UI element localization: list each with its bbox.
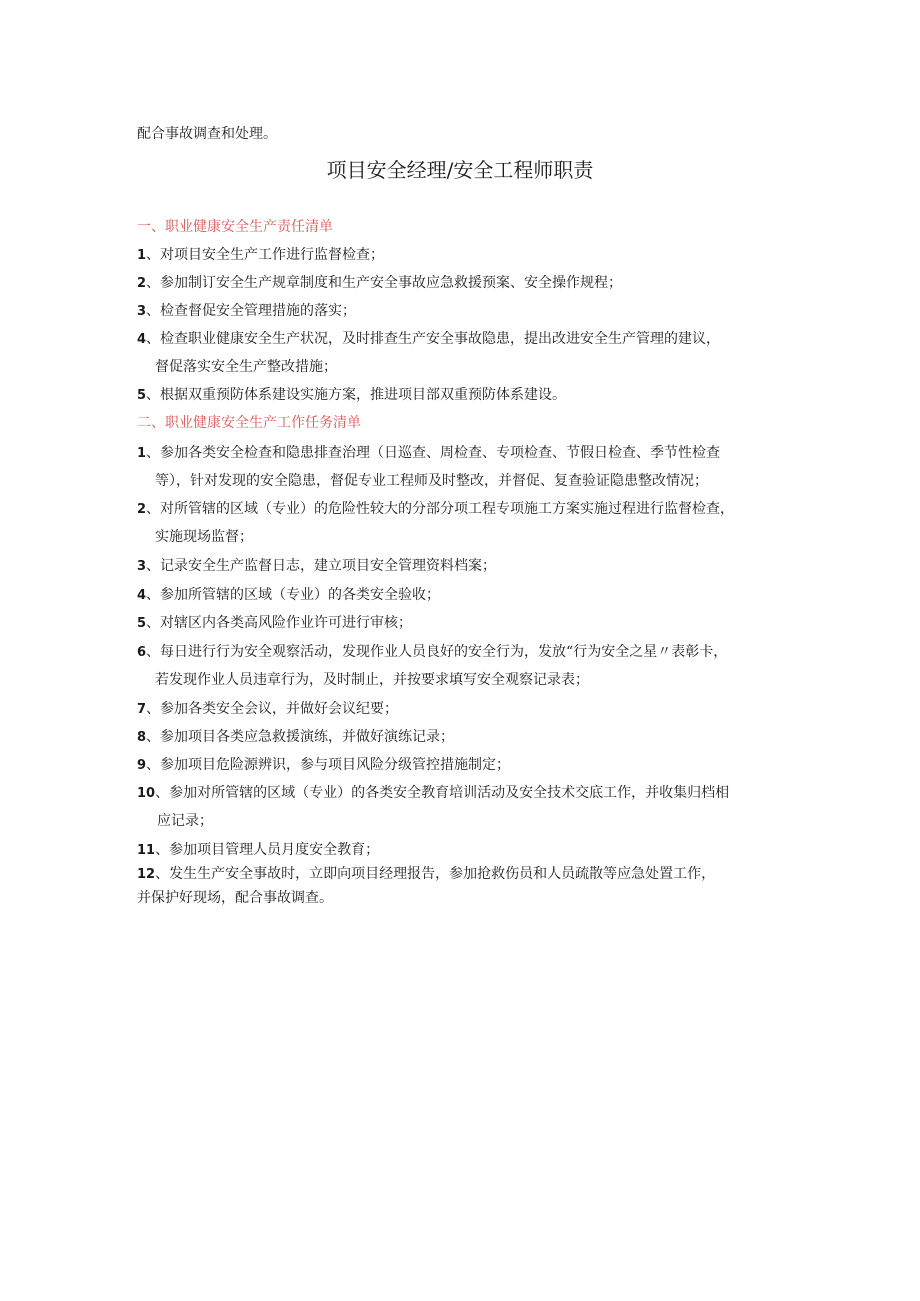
item-text: 、记录安全生产监督日志，建立项目安全管理资料档案； bbox=[146, 558, 497, 574]
section-heading-tasks: 二、职业健康安全生产工作任务清单 bbox=[137, 415, 361, 431]
item-text-continued: 等），针对发现的安全隐患，督促专业工程师及时整改，并督促、复查验证隐患整改情况； bbox=[155, 473, 708, 489]
list-item bbox=[137, 642, 727, 663]
item-text: 、发生生产安全事故时，立即向项目经理报告，参加抢救伤员和人员疏散等应急处置工作， bbox=[155, 866, 716, 882]
item-number: 5 bbox=[137, 616, 147, 631]
item-text-continued: 应记录； bbox=[157, 813, 213, 829]
item-number: 4 bbox=[137, 588, 147, 603]
list-item bbox=[137, 499, 734, 520]
list-item bbox=[137, 613, 412, 634]
list-item bbox=[137, 443, 720, 464]
item-text-continued: 督促落实安全生产整改措施； bbox=[155, 359, 337, 375]
item-text-continued: 若发现作业人员违章行为，及时制止，并按要求填写安全观察记录表； bbox=[155, 672, 589, 688]
item-number: 4 bbox=[137, 332, 147, 347]
item-number: 3 bbox=[137, 304, 147, 319]
continuation-text: 配合事故调查和处理。 bbox=[137, 126, 277, 142]
list-item bbox=[137, 273, 622, 294]
list-item bbox=[137, 245, 384, 266]
item-text: 、参加项目管理人员月度安全教育； bbox=[155, 842, 380, 858]
item-number: 11 bbox=[137, 843, 156, 858]
item-number: 9 bbox=[137, 758, 147, 773]
item-number: 1 bbox=[137, 248, 147, 263]
item-text: 、检查督促安全管理措施的落实； bbox=[146, 303, 357, 319]
item-number: 2 bbox=[137, 276, 147, 291]
item-number: 8 bbox=[137, 730, 147, 745]
item-text-continued: 实施现场监督； bbox=[155, 529, 253, 545]
list-item bbox=[137, 840, 379, 861]
item-number: 3 bbox=[137, 559, 147, 574]
item-text: 、每日进行行为安全观察活动，发现作业人员良好的安全行为，发放“行为安全之星〃表彰卡， bbox=[146, 644, 728, 660]
list-item bbox=[137, 301, 356, 322]
list-item bbox=[137, 556, 496, 577]
list-item bbox=[137, 755, 510, 776]
item-text: 、对项目安全生产工作进行监督检查； bbox=[146, 247, 385, 263]
item-text: 、参加项目各类应急救援演练，并做好演练记录； bbox=[146, 729, 455, 745]
section-heading-responsibilities: 一、职业健康安全生产责任清单 bbox=[137, 219, 333, 235]
item-text: 、参加对所管辖的区域（专业）的各类安全教育培训活动及安全技术交底工作，并收集归档相 bbox=[155, 785, 730, 801]
item-number: 12 bbox=[137, 867, 156, 882]
item-text: 、对所管辖的区域（专业）的危险性较大的分部分项工程专项施工方案实施过程进行监督检查， bbox=[146, 501, 735, 517]
item-text: 、根据双重预防体系建设实施方案，推进项目部双重预防体系建设。 bbox=[146, 387, 567, 403]
item-text: 、对辖区内各类高风险作业许可进行审核； bbox=[146, 615, 413, 631]
item-text: 、参加各类安全会议，并做好会议纪要； bbox=[146, 701, 399, 717]
item-number: 10 bbox=[137, 786, 156, 801]
item-number: 7 bbox=[137, 702, 147, 717]
item-text: 、参加项目危险源辨识，参与项目风险分级管控措施制定； bbox=[146, 757, 511, 773]
page-title: 项目安全经理/安全工程师职责 bbox=[326, 158, 594, 182]
item-text: 、参加制订安全生产规章制度和生产安全事故应急救援预案、安全操作规程； bbox=[146, 275, 623, 291]
item-text-continued: 并保护好现场，配合事故调查。 bbox=[137, 890, 333, 906]
item-text: 、检查职业健康安全生产状况，及时排查生产安全事故隐患，提出改进安全生产管理的建议， bbox=[146, 331, 721, 347]
item-number: 2 bbox=[137, 502, 147, 517]
list-item bbox=[137, 727, 454, 748]
list-item bbox=[137, 864, 715, 885]
item-number: 1 bbox=[137, 446, 147, 461]
item-text: 、参加各类安全检查和隐患排查治理（日巡查、周检查、专项检查、节假日检查、季节性检查 bbox=[146, 445, 721, 461]
item-text: 、参加所管辖的区域（专业）的各类安全验收； bbox=[146, 587, 441, 603]
list-item bbox=[137, 585, 440, 606]
list-item bbox=[137, 699, 398, 720]
list-item bbox=[137, 329, 720, 350]
list-item bbox=[137, 783, 729, 804]
list-item bbox=[137, 385, 566, 406]
item-number: 5 bbox=[137, 388, 147, 403]
item-number: 6 bbox=[137, 645, 147, 660]
